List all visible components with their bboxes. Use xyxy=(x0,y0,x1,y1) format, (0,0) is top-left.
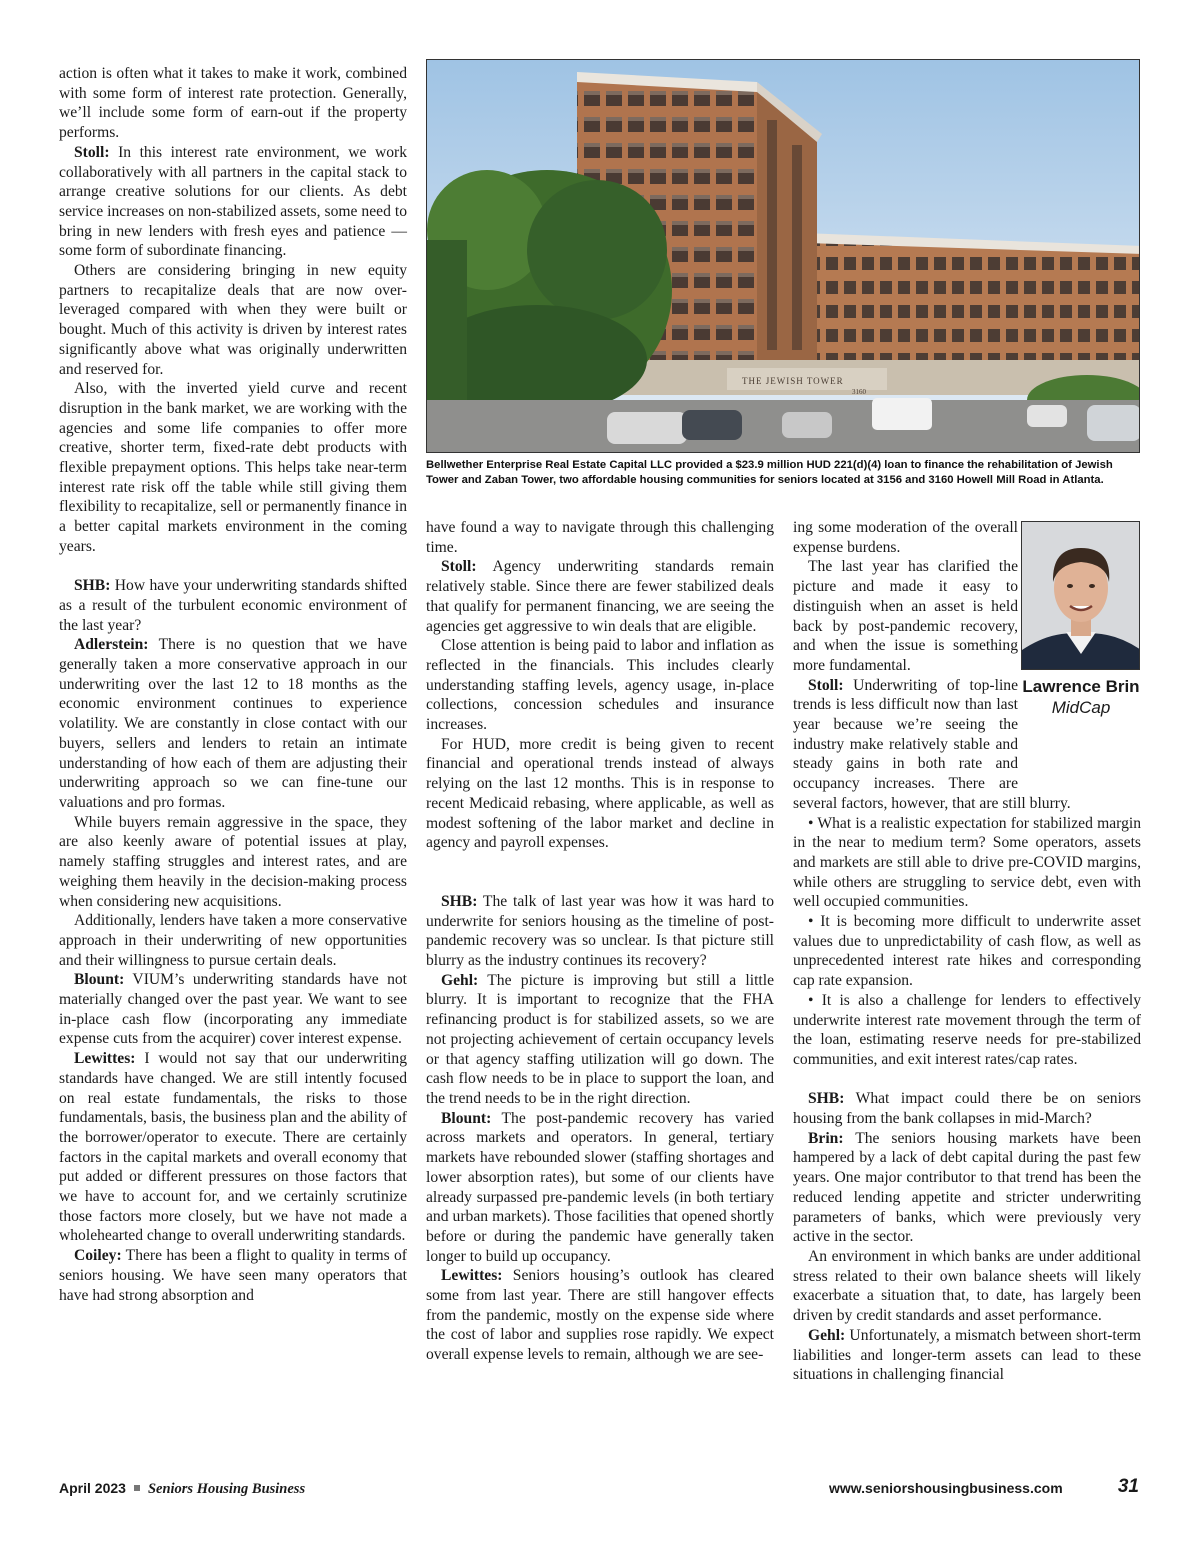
paragraph: ing some moderation of the overall expense burdens. xyxy=(793,519,1018,556)
speaker-name: Gehl: xyxy=(808,1326,846,1344)
speaker-name: Stoll: xyxy=(74,143,110,161)
paragraph xyxy=(59,970,407,1049)
paragraph xyxy=(426,1266,774,1365)
article-column-1 xyxy=(59,64,407,1305)
speaker-name: Blount: xyxy=(441,1109,492,1127)
website-link[interactable]: www.seniorshousingbusiness.com xyxy=(829,1480,1063,1496)
paragraph-text: Seniors housing’s outlook has cleared some from last year. There are still hangover effects from the pandemic, mostly on the expense side where the cost of labor and supplies rose rapidly. We expect overall expense levels to remain, although we are see- xyxy=(426,1267,774,1364)
paragraph: While buyers remain aggressive in the space, they are also keenly aware of potential issues at play, namely staffing struggles and interest rates, and are weighing them heavily in the decision-making process when considering new acquisitions. xyxy=(59,813,407,910)
speaker-name: SHB: xyxy=(441,892,478,910)
paragraph: have found a way to navigate through this challenging time. xyxy=(426,519,774,556)
paragraph: Close attention is being paid to labor and inflation as reflected in the financials. This includes clearly understanding staffing levels, agency usage, in-place collections, concession schedules and insurance increases. xyxy=(426,637,774,734)
paragraph-text: VIUM’s underwriting standards have not materially changed over the past year. We want to see in-place cash flow (incorporating any immediate expense cuts from the acquirer) cover interest expense. xyxy=(59,971,407,1048)
paragraph: Others are considering bringing in new equity partners to recapitalize deals that are now over-leveraged compared with when they were built or bought. Much of this activity is driven by interest rates significantly above what was originally underwritten and reserved for. xyxy=(59,262,407,378)
footer-issue xyxy=(59,1480,305,1498)
paragraph: Additionally, lenders have taken a more conservative approach in their underwriting of new opportunities and their willingness to pursue certain deals. xyxy=(59,912,407,969)
paragraph-text: The picture is improving but still a little blurry. It is important to recognize that the FHA refinancing product is for stabilized assets, so we are not projecting achievement of certain occupancy levels or that agency staffing utilization will go down. The cash flow needs to be in place to support the loan, and the trend needs to be in the right direction. xyxy=(426,971,774,1107)
paragraph-text: There is no question that we have generally taken a more conservative approach in our underwriting over the last 12 to 18 months as the economic environment continues to experience volatility. We are constantly in close contact with our buyers, sellers and lenders to retain an intimate understanding of how each of them are adjusting their underwriting approach so we can fine-tune our valuations and pro formas. xyxy=(59,636,407,811)
question xyxy=(793,1089,1141,1128)
speaker-name: Blount: xyxy=(74,971,125,989)
speaker-name: SHB: xyxy=(74,577,111,595)
paragraph xyxy=(793,1129,1141,1247)
question-text: How have your underwriting standards shifted as a result of the turbulent economic environment of the last year? xyxy=(59,577,407,634)
profile-name: Lawrence Brin xyxy=(1022,677,1140,696)
paragraph-text: Unfortunately, a mismatch between short-term liabilities and longer-term assets can lead to these situations in challenging financial xyxy=(793,1326,1141,1384)
building-sign: THE JEWISH TOWER xyxy=(742,376,844,386)
article-column-2 xyxy=(426,518,774,1365)
building-number: 3160 xyxy=(852,388,866,396)
bullet-item: • It is becoming more difficult to underwrite asset values due to unpredictability of cash flow, as well as unprecedented interest rate hikes and corresponding cap rate expansion. xyxy=(793,913,1141,990)
bullet-item: • It is also a challenge for lenders to effectively underwrite interest rate movement through the term of the loan, estimating reserve needs for pre-stabilized communities, and exit interest rates/cap rates. xyxy=(793,991,1141,1068)
paragraph-text: The post-pandemic recovery has varied across markets and operators. In general, tertiary markets have rebounded slower (staffing shortages and lower absorption rates), but some of our clients have already surpassed pre-pandemic levels (in both tertiary and urban markets). Those facilities that opened shortly before or during the pandemic have generally taken longer to build up occupancy. xyxy=(426,1109,774,1265)
paragraph xyxy=(59,635,407,812)
paragraph: action is often what it takes to make it work, combined with some form of interest rate protection. Generally, we’ll include some form of earn-out if the property performs. xyxy=(59,65,407,142)
speaker-name: Brin: xyxy=(808,1129,844,1147)
paragraph-text: The seniors housing markets have been hampered by a lack of debt capital during the past few years. One major contributor to that trend has been the reduced lending appetite and stricter underwriting parameters of banks, which were previously very active in the sector. xyxy=(793,1129,1141,1246)
separator-square-icon xyxy=(134,1485,140,1491)
page-footer xyxy=(59,1478,1141,1502)
question xyxy=(59,576,407,635)
paragraph-text: Agency underwriting standards remain relatively stable. Since there are fewer stabilized deals that qualify for permanent financing, we are seeing the agencies get aggressive to win deals that are eligible. xyxy=(426,558,774,635)
paragraph-text: I would not say that our underwriting standards have changed. We are still intently focused on real estate fundamentals, the risks to those fundamentals, basis, the business plan and the ability of the borrower/operator to execute. There are certainly factors in the capital markets and overall economy that put added or different pressures on those factors that we have to account for, and we certainly scrutinize those factors more closely, but we have not made a wholehearted change to overall underwriting standards. xyxy=(59,1050,407,1245)
bullet-item: • What is a realistic expectation for stabilized margin in the near to medium term? Some operators, assets and markets are still able to drive pre-COVID margins, while others are struggling to service debt, even with well occupied communities. xyxy=(793,814,1141,911)
speaker-name: Coiley: xyxy=(74,1247,122,1265)
speaker-name: SHB: xyxy=(808,1090,845,1108)
paragraph xyxy=(59,1049,407,1246)
speaker-name: Stoll: xyxy=(808,676,844,694)
paragraph-text: In this interest rate environment, we work collaboratively with all partners in the capital stack to arrange creative solutions for our clients. As debt service increases on non-stabilized assets, some need to bring in new lenders with fresh eyes and patience — some form of subordinate financing. xyxy=(59,143,407,260)
speaker-name: Lewittes: xyxy=(441,1267,503,1285)
question xyxy=(426,892,774,971)
article-column-3 xyxy=(793,518,1141,1385)
photo-caption: Bellwether Enterprise Real Estate Capital LLC provided a $23.9 million HUD 221(d)(4) loan to finance the rehabilitation of Jewish Tower and Zaban Tower, two affordable housing communities for seniors located at 3156 and 3160 Howell Mill Road in Atlanta. xyxy=(426,459,1113,486)
issue-date: April 2023 xyxy=(59,1480,126,1496)
page-number: 31 xyxy=(1117,1476,1139,1497)
speaker-name: Stoll: xyxy=(441,558,477,576)
speaker-name: Gehl: xyxy=(441,971,479,989)
paragraph: An environment in which banks are under additional stress related to their own balance sheets will likely exacerbate a situation that, to date, has largely been driven by credit standards and asset performance. xyxy=(793,1248,1141,1325)
building-photo xyxy=(426,59,1140,453)
question-text: What impact could there be on seniors housing from the bank collapses in mid-March? xyxy=(793,1090,1141,1128)
paragraph xyxy=(59,1246,407,1305)
paragraph: Also, with the inverted yield curve and recent disruption in the bank market, we are working with the agencies and some life companies to offer more creative, shorter term, fixed-rate debt products with flexible prepayment options. This helps take near-term interest rate risk off the table while still giving them flexibility to recapitalize, sell or permanently finance in a better capital markets environment in the coming years. xyxy=(59,380,407,555)
paragraph xyxy=(426,971,774,1109)
paragraph: The last year has clarified the picture and made it easy to distinguish when an asset is held back by post-pandemic recovery, and when the issue is something more fundamental. xyxy=(793,558,1018,674)
paragraph-text: There has been a flight to quality in terms of seniors housing. We have seen many operators that have had strong absorption and xyxy=(59,1247,407,1304)
paragraph xyxy=(426,1109,774,1267)
paragraph xyxy=(793,1326,1141,1385)
photo-wrap-space xyxy=(1018,518,1141,778)
paragraph-text: Underwriting of top-line trends is less difficult now than last year because we’re seeing the industry make relatively stable and steady gains in both rate and occupancy increases. There are several factors, however, that are still blurry. xyxy=(793,676,1071,812)
paragraph: For HUD, more credit is being given to recent financial and operational trends instead of always relying on the last 12 months. This is in response to recent Medicaid rebasing, where applicable, as well as modest softening of the labor market and decline in agency and payroll expenses. xyxy=(426,735,774,852)
paragraph xyxy=(426,557,774,636)
profile-company: MidCap xyxy=(1051,698,1111,717)
speaker-name: Lewittes: xyxy=(74,1050,136,1068)
publication-name: Seniors Housing Business xyxy=(147,1481,306,1497)
question-text: The talk of last year was how it was hard to underwrite for seniors housing as the timeline of post-pandemic recovery was so unclear. Is that picture still blurry as the industry continues its recovery? xyxy=(426,892,774,970)
paragraph xyxy=(59,143,407,261)
speaker-name: Adlerstein: xyxy=(74,636,149,654)
